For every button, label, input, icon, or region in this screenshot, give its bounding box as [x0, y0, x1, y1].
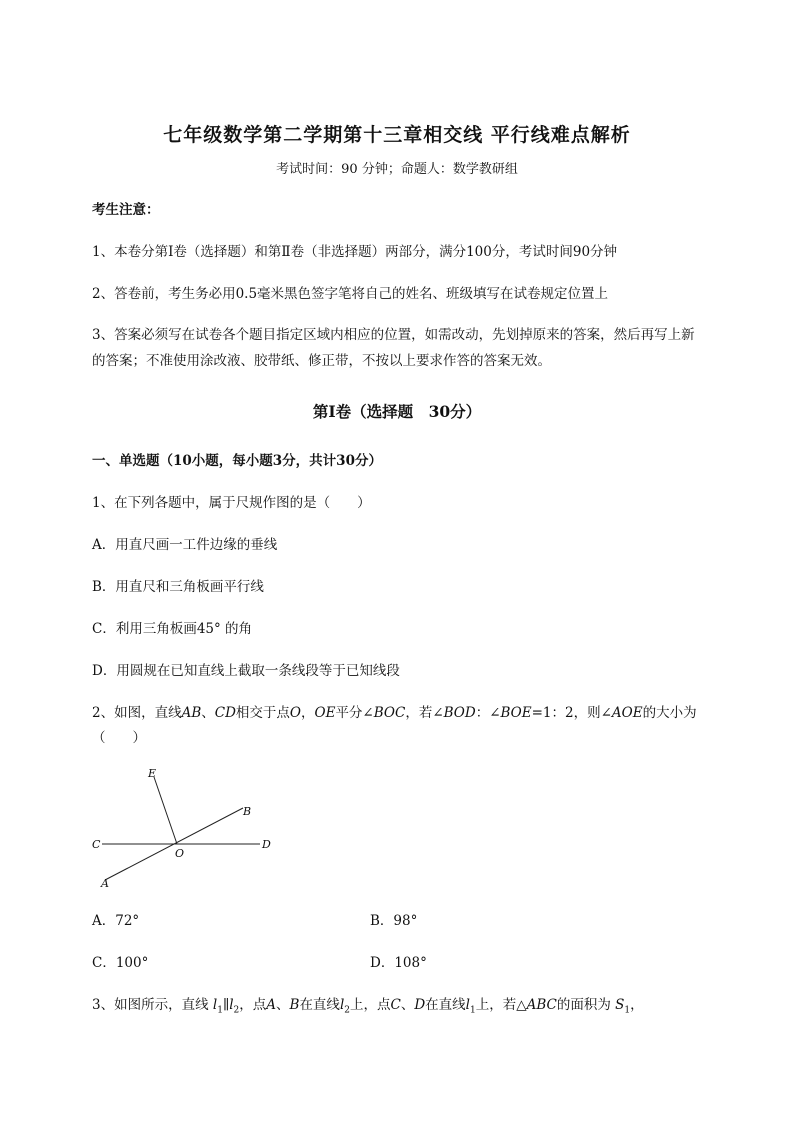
question-2-answer-paren: （ ）: [92, 730, 146, 746]
label-o: O: [175, 847, 185, 860]
page-title: 七年级数学第二学期第十三章相交线 平行线难点解析: [163, 124, 631, 146]
label-a: A: [101, 877, 109, 890]
question-1-option-a[interactable]: A．用直尺画一工件边缘的垂线: [92, 537, 278, 553]
question-2-option-d[interactable]: D．108°: [370, 955, 427, 971]
question-1-option-b[interactable]: B．用直尺和三角板画平行线: [92, 579, 264, 595]
notice-item-1: 1、本卷分第Ⅰ卷（选择题）和第Ⅱ卷（非选择题）两部分，满分100分，考试时间90分钟: [92, 244, 618, 260]
question-2-option-c[interactable]: C．100°: [92, 955, 149, 971]
label-e: E: [148, 767, 157, 780]
question-2-stem: 2、如图，直线AB、CD相交于点O，OE平分∠BOC，若∠BOD：∠BOE=1：2，则∠AOE的大小为: [92, 705, 697, 721]
notice-item-3-cont: 的答案；不准使用涂改液、胶带纸、修正带，不按以上要求作答的答案无效。: [92, 353, 551, 369]
notice-item-2: 2、答卷前，考生务必用0.5毫米黑色签字笔将自己的姓名、班级填写在试卷规定位置上: [92, 286, 609, 302]
question-1-option-d[interactable]: D．用圆规在已知直线上截取一条线段等于已知线段: [92, 663, 400, 679]
question-1-stem: 1、在下列各题中，属于尺规作图的是（ ）: [92, 495, 371, 511]
ray-oe: [154, 777, 177, 844]
notice-item-3: 3、答案必须写在试卷各个题目指定区域内相应的位置，如需改动，先划掉原来的答案，然后再写上新: [92, 327, 695, 343]
exam-info: 考试时间：90 分钟；命题人：数学教研组: [276, 162, 518, 177]
question-1-option-c[interactable]: C．利用三角板画45° 的角: [92, 621, 253, 637]
question-3-stem: 3、如图所示，直线 $l_1\parallel l_2$，点A、B在直线$l_2$上，点C、D在直线$l_1$上，若△ABC的面积为 $S_1$，: [92, 997, 644, 1016]
section-title: 第Ⅰ卷（选择题 30分）: [312, 402, 482, 421]
question-2-figure: [80, 760, 290, 895]
question-2-option-b[interactable]: B．98°: [370, 913, 418, 929]
notice-heading: 考生注意：: [92, 202, 160, 218]
label-c: C: [92, 838, 101, 851]
label-b: B: [243, 805, 252, 818]
question-2-option-a[interactable]: A．72°: [92, 913, 140, 929]
label-d: D: [262, 838, 271, 851]
part-heading: 一、单选题（10小题，每小题3分，共计30分）: [92, 453, 382, 469]
